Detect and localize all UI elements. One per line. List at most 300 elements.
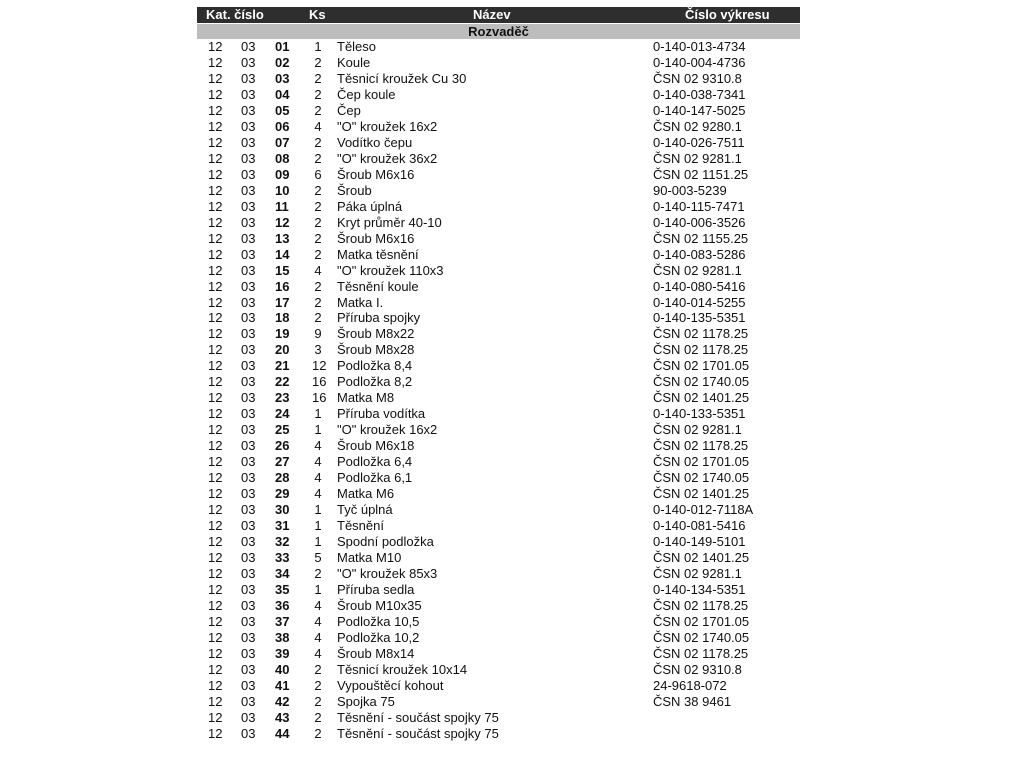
cell-group: 12	[208, 358, 223, 374]
parts-list-sheet	[197, 7, 800, 742]
cell-position: 03	[275, 70, 290, 86]
cell-name: Vodítko čepu	[337, 134, 413, 150]
table-row	[197, 646, 800, 662]
table-row	[197, 614, 800, 630]
table-row	[197, 39, 800, 55]
cell-group: 12	[208, 150, 223, 166]
cell-subgroup: 03	[241, 342, 256, 358]
cell-quantity: 16	[312, 374, 327, 390]
cell-name: Šroub M6x16	[337, 230, 415, 246]
header-kat-cislo: Kat. číslo	[206, 7, 264, 22]
cell-subgroup: 03	[241, 262, 256, 278]
cell-position: 08	[275, 150, 290, 166]
table-row	[197, 630, 800, 646]
table-row	[197, 87, 800, 103]
cell-position: 14	[275, 246, 290, 262]
cell-position: 23	[275, 390, 290, 406]
cell-quantity: 4	[314, 486, 322, 502]
cell-group: 12	[208, 70, 223, 86]
cell-position: 41	[275, 677, 290, 693]
cell-group: 12	[208, 134, 223, 150]
header-cislo-vykresu: Číslo výkresu	[685, 7, 770, 22]
table-row	[197, 55, 800, 71]
cell-quantity: 2	[314, 677, 322, 693]
cell-position: 18	[275, 310, 290, 326]
cell-drawing-number: 0-140-080-5416	[653, 278, 746, 294]
cell-subgroup: 03	[241, 70, 256, 86]
table-row	[197, 215, 800, 231]
table-row	[197, 390, 800, 406]
cell-name: "O" kroužek 16x2	[337, 118, 438, 134]
table-row	[197, 342, 800, 358]
cell-name: Šroub M10x35	[337, 597, 422, 613]
table-header	[197, 7, 800, 23]
cell-name: Tyč úplná	[337, 502, 393, 518]
cell-name: Páka úplná	[337, 198, 403, 214]
cell-subgroup: 03	[241, 550, 256, 565]
cell-group: 12	[208, 581, 223, 597]
cell-name: Vypouštěcí kohout	[337, 677, 444, 693]
cell-group: 12	[208, 326, 223, 342]
cell-drawing-number: ČSN 02 1740.05	[653, 629, 750, 645]
cell-name: Příruba vodítka	[337, 406, 426, 422]
cell-group: 12	[208, 677, 223, 693]
cell-drawing-number: 0-140-134-5351	[653, 581, 746, 597]
cell-name: Podložka 6,4	[337, 454, 413, 470]
cell-drawing-number: 0-140-133-5351	[653, 406, 746, 422]
cell-subgroup: 03	[241, 102, 256, 118]
cell-position: 01	[275, 39, 290, 54]
cell-group: 12	[208, 214, 223, 230]
table-row	[197, 662, 800, 678]
table-row	[197, 454, 800, 470]
cell-drawing-number: 0-140-147-5025	[653, 102, 746, 118]
cell-subgroup: 03	[241, 278, 256, 294]
cell-quantity: 1	[314, 422, 322, 438]
cell-name: Spodní podložka	[337, 534, 434, 550]
cell-quantity: 1	[314, 406, 322, 422]
table-row	[197, 582, 800, 598]
cell-position: 28	[275, 470, 290, 486]
cell-subgroup: 03	[241, 454, 256, 470]
cell-subgroup: 03	[241, 406, 256, 422]
cell-subgroup: 03	[241, 661, 256, 677]
cell-group: 12	[208, 86, 223, 102]
cell-quantity: 1	[314, 502, 322, 518]
cell-subgroup: 03	[241, 502, 256, 518]
cell-quantity: 2	[314, 102, 322, 118]
cell-group: 12	[208, 342, 223, 358]
cell-group: 12	[208, 709, 223, 725]
cell-quantity: 3	[314, 342, 322, 358]
table-row	[197, 486, 800, 502]
cell-position: 09	[275, 166, 290, 182]
cell-group: 12	[208, 518, 223, 534]
cell-name: "O" kroužek 85x3	[337, 565, 438, 581]
cell-quantity: 2	[314, 86, 322, 102]
cell-drawing-number: ČSN 02 1178.25	[653, 342, 749, 358]
table-row	[197, 119, 800, 135]
cell-name: Matka I.	[337, 294, 384, 310]
cell-name: Šroub M8x28	[337, 342, 415, 358]
cell-group: 12	[208, 613, 223, 629]
cell-subgroup: 03	[241, 166, 256, 182]
table-row	[197, 678, 800, 694]
cell-position: 10	[275, 182, 290, 198]
cell-subgroup: 03	[241, 39, 256, 54]
table-row	[197, 183, 800, 199]
table-row	[197, 710, 800, 726]
cell-subgroup: 03	[241, 246, 256, 262]
table-row	[197, 502, 800, 518]
cell-drawing-number: ČSN 02 9281.1	[653, 422, 742, 438]
cell-subgroup: 03	[241, 518, 256, 534]
cell-name: Podložka 10,2	[337, 629, 420, 645]
cell-quantity: 2	[314, 693, 322, 709]
table-row	[197, 374, 800, 390]
cell-quantity: 6	[314, 166, 322, 182]
cell-drawing-number: ČSN 02 1740.05	[653, 470, 750, 486]
cell-quantity: 2	[314, 725, 322, 741]
cell-position: 37	[275, 613, 290, 629]
cell-position: 34	[275, 565, 290, 581]
cell-drawing-number: 0-140-083-5286	[653, 246, 746, 262]
cell-position: 24	[275, 406, 290, 422]
cell-quantity: 4	[314, 629, 322, 645]
cell-drawing-number: 0-140-013-4734	[653, 39, 746, 54]
cell-subgroup: 03	[241, 310, 256, 326]
cell-drawing-number: 0-140-149-5101	[653, 534, 746, 550]
cell-drawing-number: ČSN 02 1151.25	[653, 166, 749, 182]
cell-position: 29	[275, 486, 290, 502]
cell-name: Příruba spojky	[337, 310, 421, 326]
cell-drawing-number: 0-140-012-7118A	[653, 502, 754, 518]
cell-group: 12	[208, 102, 223, 118]
cell-name: Těsnění	[337, 518, 384, 534]
cell-group: 12	[208, 438, 223, 454]
cell-subgroup: 03	[241, 422, 256, 438]
cell-name: Těsnění - součást spojky 75	[337, 725, 499, 741]
cell-position: 11	[275, 198, 289, 214]
cell-drawing-number: 0-140-014-5255	[653, 294, 746, 310]
cell-name: Šroub M8x22	[337, 326, 415, 342]
cell-quantity: 1	[314, 39, 322, 54]
cell-group: 12	[208, 661, 223, 677]
cell-group: 12	[208, 246, 223, 262]
cell-group: 12	[208, 422, 223, 438]
cell-subgroup: 03	[241, 118, 256, 134]
cell-position: 15	[275, 262, 290, 278]
cell-subgroup: 03	[241, 438, 256, 454]
table-row	[197, 263, 800, 279]
cell-group: 12	[208, 294, 223, 310]
cell-drawing-number: ČSN 02 1401.25	[653, 550, 750, 565]
cell-group: 12	[208, 166, 223, 182]
cell-subgroup: 03	[241, 470, 256, 486]
cell-drawing-number: 0-140-135-5351	[653, 310, 746, 326]
cell-name: Příruba sedla	[337, 581, 415, 597]
cell-position: 06	[275, 118, 290, 134]
cell-drawing-number: ČSN 02 1401.25	[653, 390, 750, 406]
cell-name: Podložka 8,4	[337, 358, 413, 374]
cell-name: Čep koule	[337, 86, 396, 102]
cell-position: 04	[275, 86, 290, 102]
section-title: Rozvaděč	[197, 24, 800, 39]
cell-position: 44	[275, 725, 290, 741]
cell-quantity: 2	[314, 214, 322, 230]
cell-drawing-number: 24-9618-072	[653, 677, 727, 693]
table-row	[197, 422, 800, 438]
cell-drawing-number: ČSN 02 1178.25	[653, 597, 749, 613]
cell-quantity: 4	[314, 613, 322, 629]
cell-quantity: 4	[314, 262, 322, 278]
table-row	[197, 71, 800, 87]
cell-quantity: 2	[314, 182, 322, 198]
cell-name: Kryt průměr 40-10	[337, 214, 442, 230]
cell-quantity: 4	[314, 645, 322, 661]
cell-position: 30	[275, 502, 290, 518]
cell-name: Těsnicí kroužek Cu 30	[337, 70, 467, 86]
cell-name: Těsnění koule	[337, 278, 419, 294]
cell-subgroup: 03	[241, 358, 256, 374]
cell-name: Šroub	[337, 182, 372, 198]
table-row	[197, 694, 800, 710]
cell-quantity: 2	[314, 709, 322, 725]
cell-position: 31	[275, 518, 290, 534]
cell-quantity: 2	[314, 198, 322, 214]
cell-drawing-number: ČSN 02 1740.05	[653, 374, 750, 390]
cell-group: 12	[208, 182, 223, 198]
cell-drawing-number: 0-140-006-3526	[653, 214, 746, 230]
cell-drawing-number: ČSN 02 9281.1	[653, 150, 742, 166]
cell-name: Podložka 10,5	[337, 613, 420, 629]
cell-position: 02	[275, 54, 290, 70]
cell-position: 19	[275, 326, 290, 342]
cell-subgroup: 03	[241, 709, 256, 725]
parts-table-body	[197, 39, 800, 742]
cell-subgroup: 03	[241, 134, 256, 150]
cell-subgroup: 03	[241, 294, 256, 310]
cell-position: 12	[275, 214, 290, 230]
cell-name: Spojka 75	[337, 693, 395, 709]
cell-quantity: 4	[314, 470, 322, 486]
cell-quantity: 4	[314, 454, 322, 470]
cell-quantity: 16	[312, 390, 327, 406]
table-row	[197, 295, 800, 311]
cell-name: Podložka 8,2	[337, 374, 413, 390]
table-row	[197, 726, 800, 742]
cell-position: 21	[275, 358, 290, 374]
cell-drawing-number: ČSN 02 9281.1	[653, 262, 742, 278]
cell-group: 12	[208, 454, 223, 470]
cell-quantity: 4	[314, 118, 322, 134]
cell-quantity: 2	[314, 565, 322, 581]
cell-quantity: 5	[314, 550, 322, 565]
cell-position: 40	[275, 661, 290, 677]
cell-position: 27	[275, 454, 290, 470]
cell-quantity: 2	[314, 70, 322, 86]
cell-name: Matka M10	[337, 550, 402, 565]
cell-position: 36	[275, 597, 290, 613]
cell-group: 12	[208, 550, 223, 565]
cell-quantity: 2	[314, 246, 322, 262]
cell-group: 12	[208, 39, 223, 54]
cell-name: Šroub M6x18	[337, 438, 415, 454]
table-row	[197, 326, 800, 342]
cell-subgroup: 03	[241, 725, 256, 741]
cell-subgroup: 03	[241, 597, 256, 613]
cell-drawing-number: ČSN 02 1155.25	[653, 230, 749, 246]
cell-group: 12	[208, 390, 223, 406]
cell-quantity: 1	[314, 581, 322, 597]
cell-drawing-number: ČSN 02 1701.05	[653, 454, 750, 470]
cell-drawing-number: 0-140-004-4736	[653, 54, 746, 70]
cell-position: 32	[275, 534, 290, 550]
cell-group: 12	[208, 645, 223, 661]
cell-quantity: 2	[314, 54, 322, 70]
cell-position: 43	[275, 709, 290, 725]
table-row	[197, 438, 800, 454]
table-row	[197, 406, 800, 422]
cell-position: 05	[275, 102, 290, 118]
table-row	[197, 470, 800, 486]
cell-drawing-number: ČSN 02 9310.8	[653, 661, 742, 677]
cell-subgroup: 03	[241, 198, 256, 214]
table-row	[197, 598, 800, 614]
cell-quantity: 1	[314, 518, 322, 534]
cell-name: Matka těsnění	[337, 246, 419, 262]
cell-name: Matka M8	[337, 390, 395, 406]
table-row	[197, 518, 800, 534]
cell-subgroup: 03	[241, 374, 256, 390]
cell-name: Šroub M6x16	[337, 166, 415, 182]
cell-drawing-number: ČSN 02 1701.05	[653, 613, 750, 629]
cell-position: 26	[275, 438, 290, 454]
table-row	[197, 279, 800, 295]
cell-position: 38	[275, 629, 290, 645]
cell-drawing-number: 0-140-038-7341	[653, 86, 746, 102]
table-row	[197, 550, 800, 566]
cell-name: Koule	[337, 54, 371, 70]
cell-position: 07	[275, 134, 290, 150]
cell-position: 16	[275, 278, 290, 294]
cell-name: Čep	[337, 102, 361, 118]
cell-subgroup: 03	[241, 230, 256, 246]
cell-drawing-number: ČSN 02 1701.05	[653, 358, 750, 374]
cell-name: "O" kroužek 110x3	[337, 262, 444, 278]
cell-group: 12	[208, 470, 223, 486]
cell-group: 12	[208, 693, 223, 709]
cell-quantity: 2	[314, 134, 322, 150]
cell-group: 12	[208, 262, 223, 278]
table-row	[197, 103, 800, 119]
cell-subgroup: 03	[241, 214, 256, 230]
cell-name: Matka M6	[337, 486, 395, 502]
cell-group: 12	[208, 310, 223, 326]
cell-group: 12	[208, 502, 223, 518]
cell-quantity: 12	[312, 358, 327, 374]
cell-drawing-number: ČSN 02 9310.8	[653, 70, 742, 86]
cell-drawing-number: ČSN 02 9281.1	[653, 565, 742, 581]
cell-group: 12	[208, 486, 223, 502]
cell-position: 17	[275, 294, 290, 310]
cell-group: 12	[208, 629, 223, 645]
cell-position: 42	[275, 693, 290, 709]
cell-position: 25	[275, 422, 290, 438]
cell-drawing-number: ČSN 02 1178.25	[653, 438, 749, 454]
cell-quantity: 2	[314, 150, 322, 166]
cell-name: Podložka 6,1	[337, 470, 413, 486]
header-ks: Ks	[309, 7, 326, 22]
cell-group: 12	[208, 198, 223, 214]
cell-position: 35	[275, 581, 290, 597]
cell-drawing-number: ČSN 02 1401.25	[653, 486, 750, 502]
cell-quantity: 9	[314, 326, 322, 342]
cell-subgroup: 03	[241, 182, 256, 198]
cell-subgroup: 03	[241, 645, 256, 661]
cell-position: 33	[275, 550, 290, 565]
cell-quantity: 2	[314, 661, 322, 677]
cell-drawing-number: ČSN 02 1178.25	[653, 326, 749, 342]
cell-quantity: 2	[314, 310, 322, 326]
cell-group: 12	[208, 534, 223, 550]
table-row	[197, 247, 800, 263]
cell-subgroup: 03	[241, 581, 256, 597]
cell-group: 12	[208, 230, 223, 246]
cell-group: 12	[208, 374, 223, 390]
cell-subgroup: 03	[241, 150, 256, 166]
table-row	[197, 310, 800, 326]
table-row	[197, 358, 800, 374]
cell-subgroup: 03	[241, 693, 256, 709]
table-row	[197, 231, 800, 247]
cell-drawing-number: ČSN 02 1178.25	[653, 645, 749, 661]
cell-name: Těsnění - součást spojky 75	[337, 709, 499, 725]
cell-subgroup: 03	[241, 54, 256, 70]
cell-quantity: 2	[314, 278, 322, 294]
table-row	[197, 199, 800, 215]
cell-subgroup: 03	[241, 534, 256, 550]
cell-drawing-number: 0-140-115-7471	[653, 198, 745, 214]
cell-name: "O" kroužek 36x2	[337, 150, 438, 166]
cell-group: 12	[208, 278, 223, 294]
cell-position: 20	[275, 342, 290, 358]
cell-group: 12	[208, 565, 223, 581]
cell-name: Šroub M8x14	[337, 645, 415, 661]
table-row	[197, 534, 800, 550]
cell-group: 12	[208, 725, 223, 741]
cell-subgroup: 03	[241, 677, 256, 693]
cell-quantity: 1	[314, 534, 322, 550]
cell-drawing-number: 0-140-026-7511	[653, 134, 745, 150]
cell-name: Těleso	[337, 39, 377, 54]
cell-subgroup: 03	[241, 629, 256, 645]
cell-subgroup: 03	[241, 613, 256, 629]
table-row	[197, 151, 800, 167]
cell-drawing-number: 90-003-5239	[653, 182, 727, 198]
cell-drawing-number: ČSN 38 9461	[653, 693, 732, 709]
table-row	[197, 167, 800, 183]
table-row	[197, 135, 800, 151]
cell-group: 12	[208, 118, 223, 134]
cell-quantity: 4	[314, 597, 322, 613]
cell-drawing-number: ČSN 02 9280.1	[653, 118, 742, 134]
header-nazev: Název	[473, 7, 511, 22]
cell-position: 39	[275, 645, 290, 661]
cell-drawing-number: 0-140-081-5416	[653, 518, 746, 534]
cell-name: Těsnicí kroužek 10x14	[337, 661, 468, 677]
cell-name: "O" kroužek 16x2	[337, 422, 438, 438]
